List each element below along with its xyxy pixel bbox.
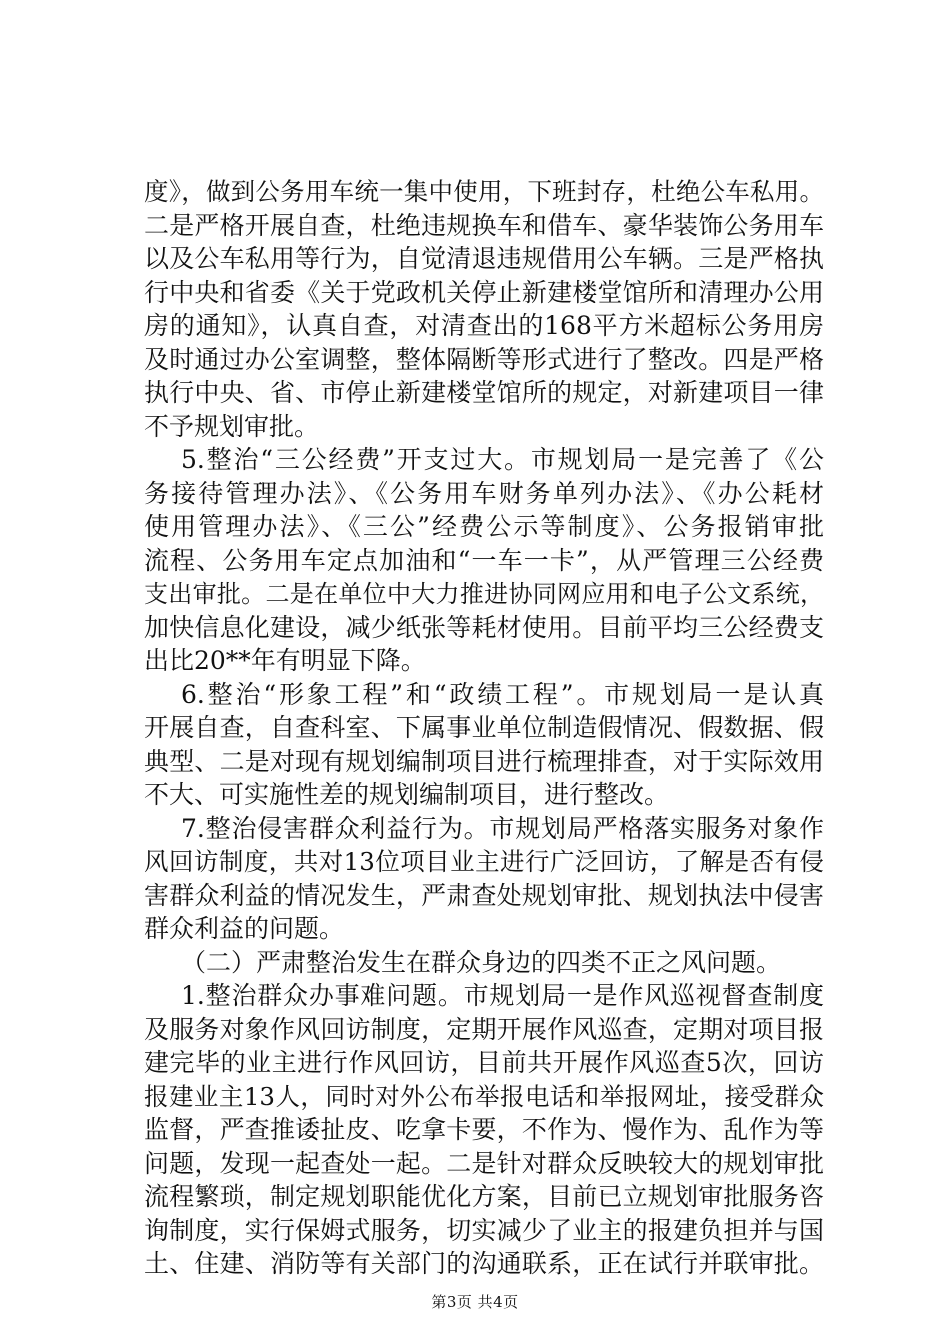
text-line: 行中央和省委《关于党政机关停止新建楼堂馆所和清理办公用 [144,278,824,307]
text-line: 及服务对象作风回访制度，定期开展作风巡查，定期对项目报 [144,1015,824,1044]
text-line: 不予规划审批。 [144,412,320,441]
text-line: 7.整治侵害群众利益行为。市规划局严格落实服务对象作 [181,814,824,843]
text-line: 土、住建、消防等有关部门的沟通联系，正在试行并联审批。 [144,1249,824,1278]
text-line: 度》，做到公务用车统一集中使用，下班封存，杜绝公车私用。 [144,177,824,206]
page-footer: 第3页 共4页 [431,1293,519,1311]
text-line: 典型、二是对现有规划编制项目进行梳理排查，对于实际效用 [144,747,824,776]
text-line: 风回访制度，共对13位项目业主进行广泛回访，了解是否有侵 [144,847,824,876]
text-line: 执行中央、省、市停止新建楼堂馆所的规定，对新建项目一律 [144,378,824,407]
text-line: 流程繁琐，制定规划职能优化方案，目前已立规划审批服务咨 [144,1182,824,1211]
text-line: 报建业主13人，同时对外公布举报电话和举报网址，接受群众 [144,1082,824,1111]
text-line: 5.整治“三公经费”开支过大。市规划局一是完善了《公 [181,445,824,474]
text-line: 1.整治群众办事难问题。市规划局一是作风巡视督查制度 [181,981,824,1010]
text-line: 害群众利益的情况发生，严肃查处规划审批、规划执法中侵害 [144,881,824,910]
text-line: 开展自查，自查科室、下属事业单位制造假情况、假数据、假 [144,713,824,742]
text-line: 群众利益的问题。 [144,914,345,943]
text-line: 监督，严查推诿扯皮、吃拿卡要，不作为、慢作为、乱作为等 [144,1115,824,1144]
text-line: 二是严格开展自查，杜绝违规换车和借车、豪华装饰公务用车 [144,211,824,240]
text-line: 加快信息化建设，减少纸张等耗材使用。目前平均三公经费支 [144,613,824,642]
text-line: 6.整治“形象工程”和“政绩工程”。市规划局一是认真 [181,680,824,709]
text-line: 询制度，实行保姆式服务，切实减少了业主的报建负担并与国 [144,1216,824,1245]
text-line: 及时通过办公室调整，整体隔断等形式进行了整改。四是严格 [144,345,824,374]
text-line: 不大、可实施性差的规划编制项目，进行整改。 [144,780,670,809]
text-line: 流程、公务用车定点加油和“一车一卡”，从严管理三公经费 [144,546,824,575]
text-line: 建完毕的业主进行作风回访，目前共开展作风巡查5次，回访 [144,1048,824,1077]
text-line: 出比20**年有明显下降。 [144,646,426,675]
section-heading: （二）严肃整治发生在群众身边的四类不正之风问题。 [181,948,782,977]
text-line: 问题，发现一起查处一起。二是针对群众反映较大的规划审批 [144,1149,824,1178]
text-line: 支出审批。二是在单位中大力推进协同网应用和电子公文系统， [144,580,824,608]
text-line: 使用管理办法》、《三公”经费公示等制度》、公务报销审批 [144,512,824,541]
text-line: 房的通知》，认真自查，对清查出的168平方米超标公务用房 [144,311,824,340]
text-line: 以及公车私用等行为，自觉清退违规借用公车辆。三是严格执 [144,244,824,273]
text-line: 务接待管理办法》、《公务用车财务单列办法》、《办公耗材 [144,479,824,508]
